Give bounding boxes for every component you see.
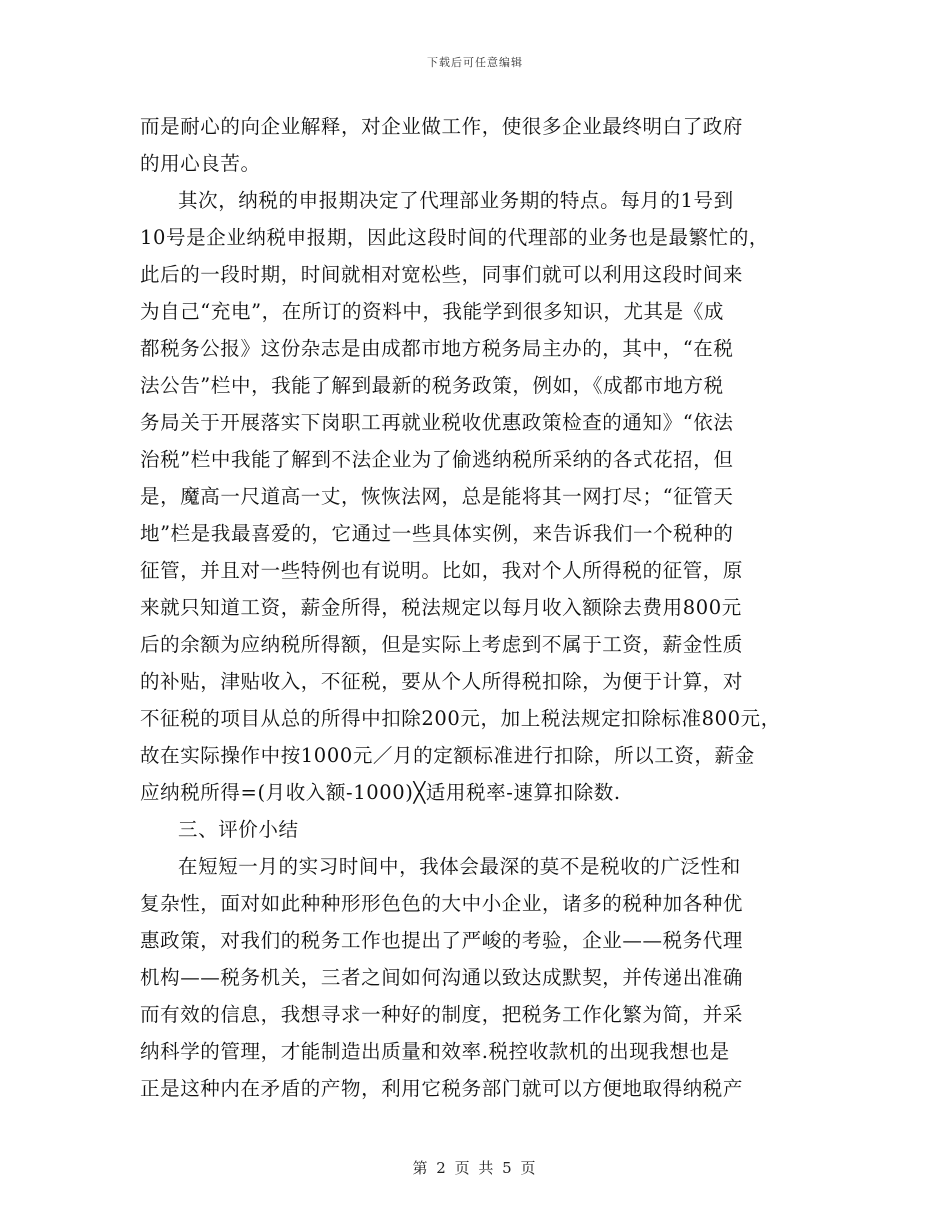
page-number-footer: 第 2 页 共 5 页 bbox=[412, 1159, 538, 1177]
text-line: 地”栏是我最喜爱的，它通过一些具体实例，来告诉我们一个税种的 bbox=[140, 522, 734, 545]
text-line: 正是这种内在矛盾的产物，利用它税务部门就可以方便地取得纳税产 bbox=[140, 1077, 744, 1100]
text-line: 后的余额为应纳税所得额，但是实际上考虑到不属于工资，薪金性质 bbox=[140, 633, 744, 656]
section-heading: 三、评价小结 bbox=[178, 818, 299, 841]
text-line: 纳科学的管理，才能制造出质量和效率.税控收款机的出现我想也是 bbox=[140, 1040, 730, 1063]
text-line: 其次，纳税的申报期决定了代理部业务期的特点。每月的1号到 bbox=[178, 189, 734, 212]
text-line: 10号是企业纳税申报期，因此这段时间的代理部的业务也是最繁忙的， bbox=[140, 226, 770, 249]
text-line: 务局关于开展落实下岗职工再就业税收优惠政策检查的通知》“依法 bbox=[140, 411, 734, 434]
text-line: 故在实际操作中按1000元／月的定额标准进行扣除，所以工资，薪金 bbox=[140, 744, 755, 767]
document-body bbox=[140, 108, 830, 1107]
text-line: 不征税的项目从总的所得中扣除200元，加上税法规定扣除标准800元， bbox=[140, 707, 781, 730]
text-line: 是，魔高一尺道高一丈，恢恢法网，总是能将其一网打尽；“征管天 bbox=[140, 485, 734, 508]
text-line: 治税”栏中我能了解到不法企业为了偷逃纳税所采纳的各式花招，但 bbox=[140, 448, 734, 471]
text-line: 的用心良苦。 bbox=[140, 152, 261, 175]
text-line: 的补贴，津贴收入，不征税，要从个人所得税扣除，为便于计算，对 bbox=[140, 670, 744, 693]
text-line: 复杂性，面对如此种种形形色色的大中小企业，诸多的税种加各种优 bbox=[140, 892, 744, 915]
text-line: 机构——税务机关，三者之间如何沟通以致达成默契，并传递出准确 bbox=[140, 966, 744, 989]
text-line: 都税务公报》这份杂志是由成都市地方税务局主办的，其中，“在税 bbox=[140, 337, 734, 360]
text-line: 惠政策，对我们的税务工作也提出了严峻的考验，企业——税务代理 bbox=[140, 929, 744, 952]
text-line: 应纳税所得=(月收入额-1000)╳适用税率-速算扣除数. bbox=[140, 781, 621, 804]
text-line: 在短短一月的实习时间中，我体会最深的莫不是税收的广泛性和 bbox=[178, 855, 741, 878]
text-line: 此后的一段时期，时间就相对宽松些，同事们就可以利用这段时间来 bbox=[140, 263, 744, 286]
text-line: 而有效的信息，我想寻求一种好的制度，把税务工作化繁为简，并采 bbox=[140, 1003, 744, 1026]
text-line: 征管，并且对一些特例也有说明。比如，我对个人所得税的征管，原 bbox=[140, 559, 744, 582]
text-line: 法公告”栏中，我能了解到最新的税务政策，例如，《成都市地方税 bbox=[140, 374, 724, 397]
text-line: 来就只知道工资，薪金所得，税法规定以每月收入额除去费用800元 bbox=[140, 596, 742, 619]
page-header: 下载后可任意编辑 bbox=[427, 56, 523, 69]
text-line: 为自己“充电”，在所订的资料中，我能学到很多知识，尤其是《成 bbox=[140, 300, 724, 323]
text-line: 而是耐心的向企业解释，对企业做工作，使很多企业最终明白了政府 bbox=[140, 115, 744, 138]
